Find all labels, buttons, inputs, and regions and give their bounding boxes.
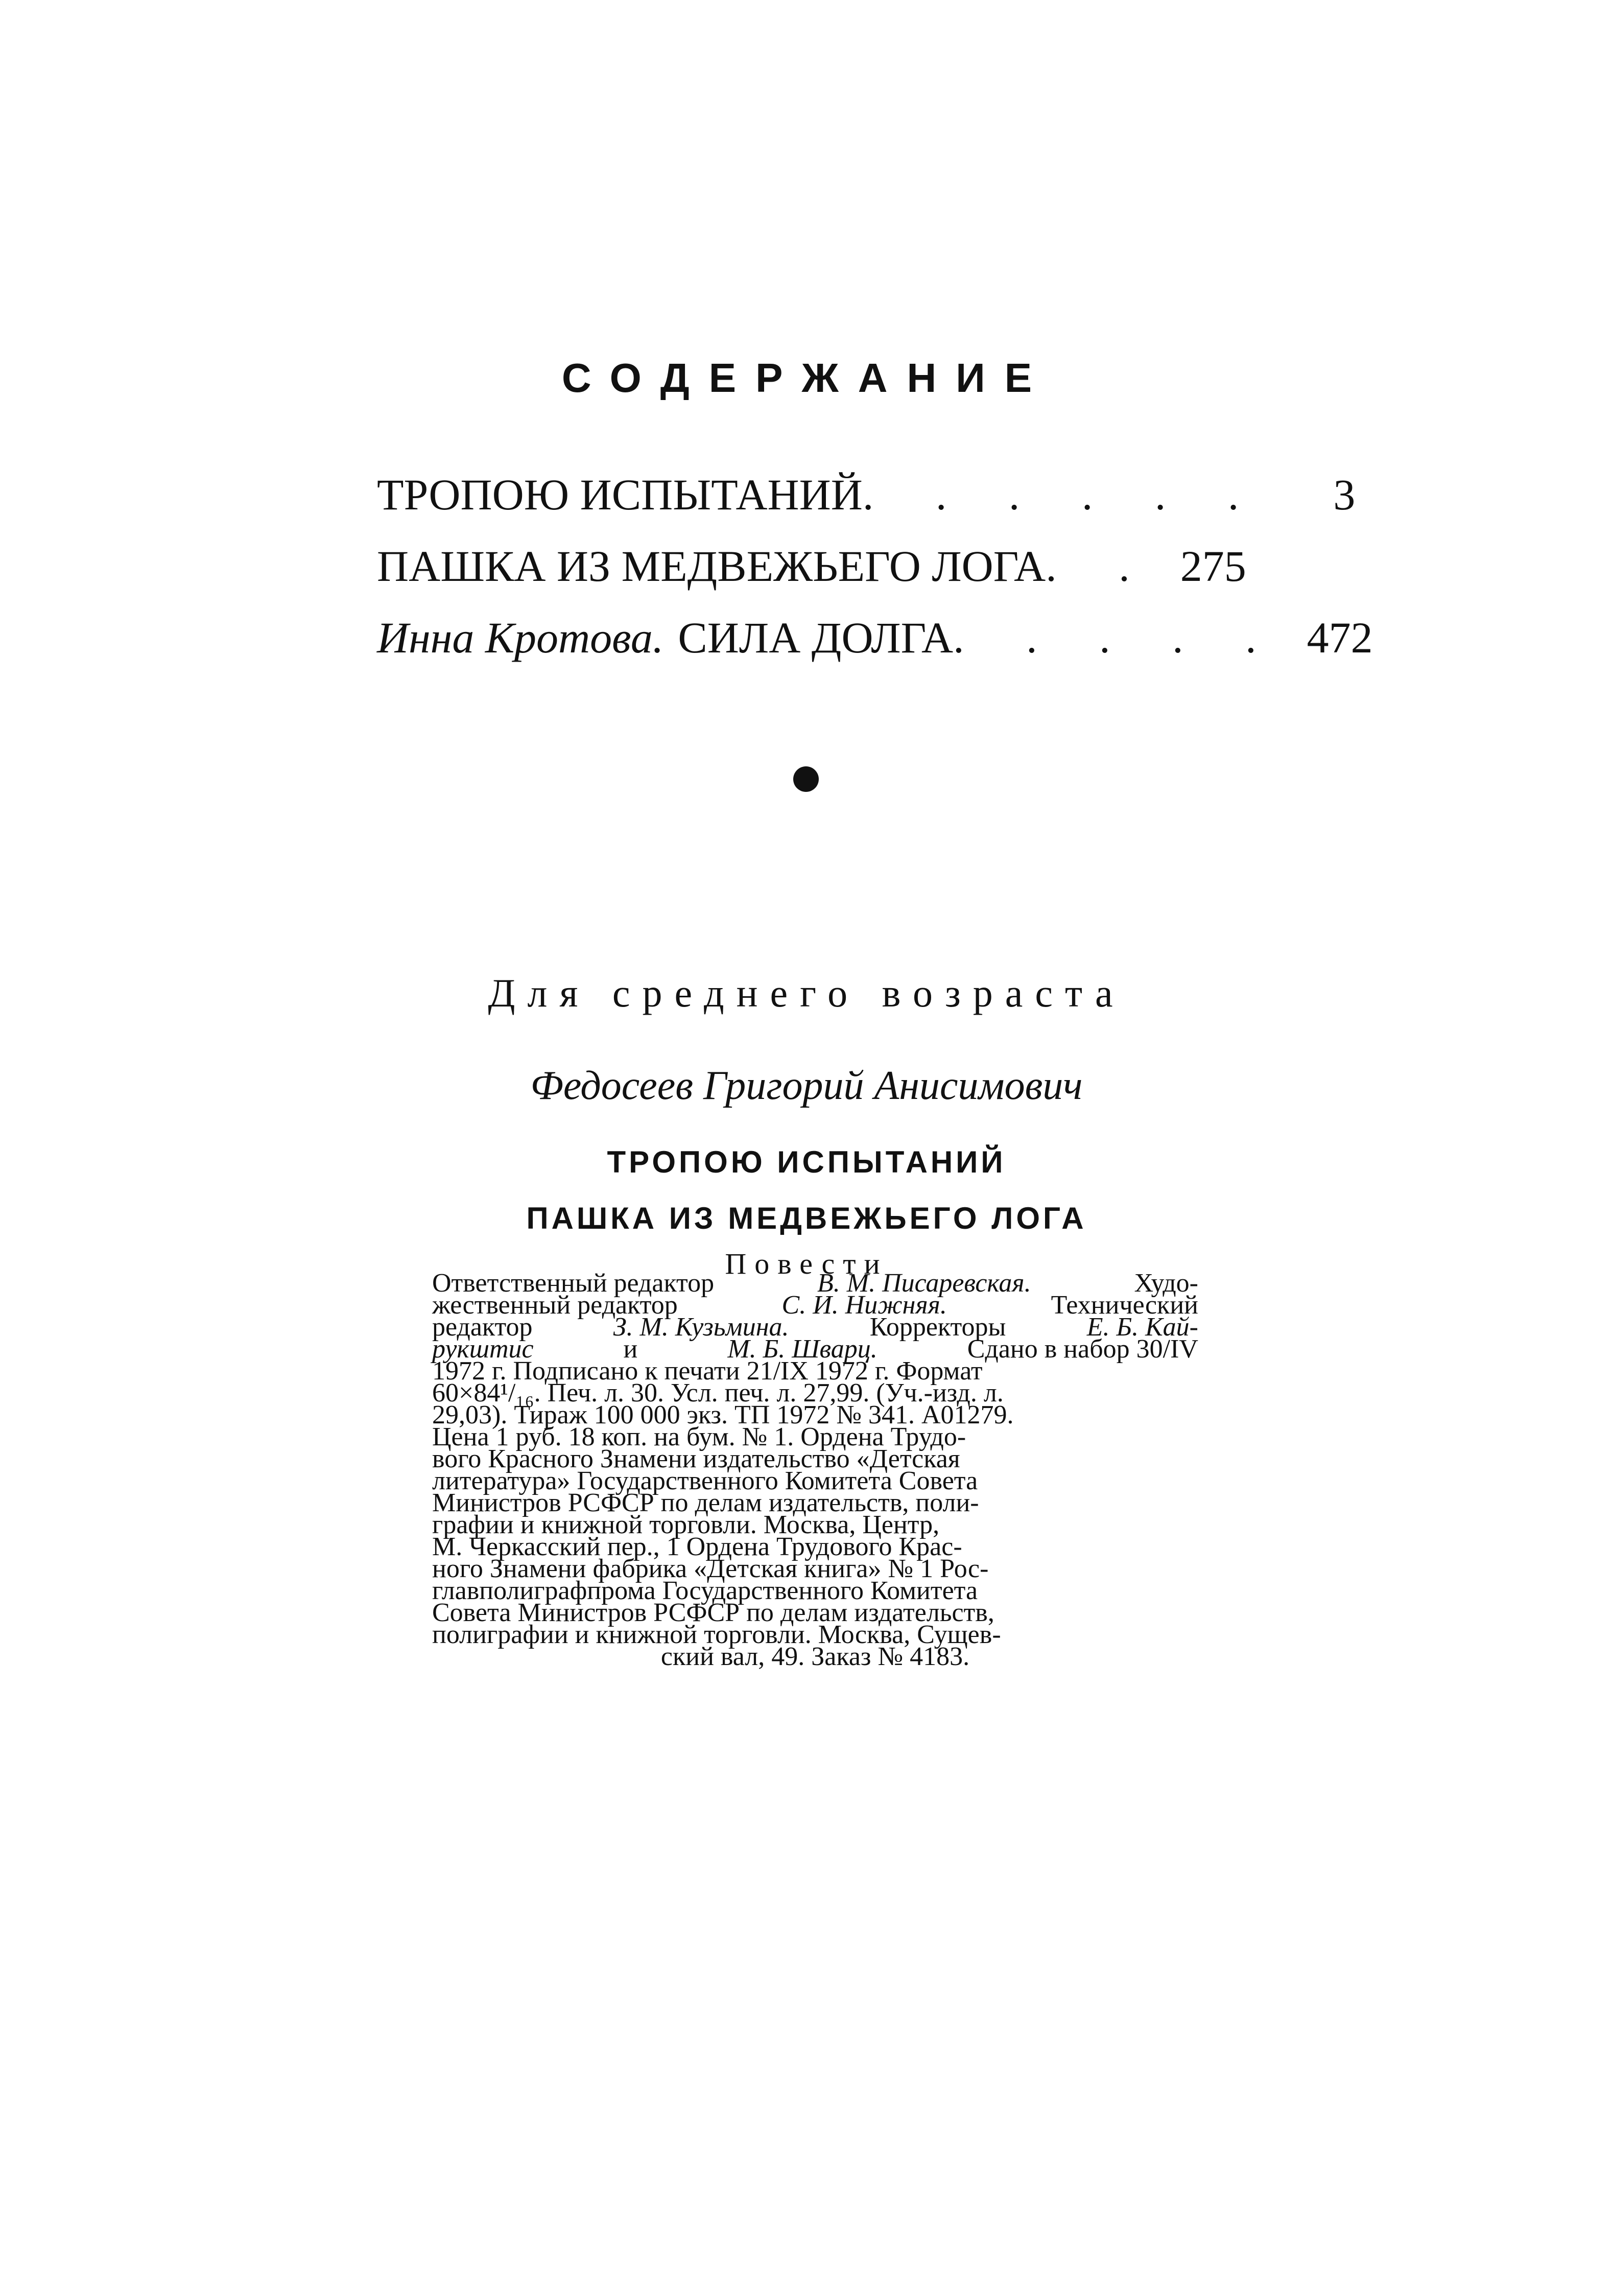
author-name: Федосеев Григорий Анисимович: [530, 1063, 1083, 1108]
imprint-text: Министров РСФСР по делам издательств, поли-: [432, 1488, 979, 1517]
imprint-text: Цена 1 руб. 18 коп. на бум. № 1. Ордена Трудо-: [432, 1422, 966, 1451]
imprint-text: вого Красного Знамени издательство «Детская: [432, 1444, 960, 1473]
table-of-contents: [377, 470, 1373, 687]
imprint-name: С. И. Нижняя.: [781, 1291, 947, 1320]
work-title: ТРОПОЮ ИСПЫТАНИЙ: [607, 1145, 1006, 1179]
imprint-name: Е. Б. Кай-: [1086, 1313, 1198, 1342]
toc-heading: СОДЕРЖАНИЕ: [561, 355, 1052, 401]
toc-entry-title: СИЛА ДОЛГА: [678, 613, 954, 662]
imprint-text: Технический: [1051, 1291, 1198, 1320]
imprint-text: Ответственный редактор: [432, 1269, 715, 1298]
imprint-text: Корректоры: [869, 1313, 1006, 1342]
imprint-name: рукштис: [432, 1334, 534, 1364]
imprint-name: М. Б. Шварц.: [727, 1334, 877, 1364]
work-title: ПАШКА ИЗ МЕДВЕЖЬЕГО ЛОГА: [526, 1201, 1087, 1235]
toc-leader-dots: . . . . .: [953, 613, 1282, 662]
toc-entry[interactable]: [377, 544, 1245, 616]
imprint-text: 1972 г. Подписано к печати 21/IX 1972 г. Формат: [432, 1356, 983, 1386]
imprint-text: главполиграфпрома Государственного Комитета: [432, 1576, 978, 1605]
imprint-block: [432, 1269, 1198, 1671]
imprint-text: ский вал, 49. Заказ № 4183.: [660, 1642, 970, 1671]
toc-entry[interactable]: [377, 470, 1356, 544]
imprint-text: литература» Государственного Комитета Совета: [432, 1466, 978, 1495]
bullet-ornament-icon: [793, 766, 819, 792]
toc-entry[interactable]: [377, 613, 1373, 687]
toc-entry-page: 472: [1307, 613, 1373, 662]
imprint-text: жественный редактор: [432, 1291, 678, 1320]
imprint-text: Худо-: [1134, 1269, 1198, 1298]
imprint-name: В. М. Писаревская.: [817, 1269, 1031, 1298]
imprint-text: полиграфии и книжной торговли. Москва, Сущев-: [432, 1620, 1001, 1649]
genre-label: Повести: [725, 1247, 888, 1280]
toc-leader-dots: . .: [1046, 542, 1155, 591]
imprint-text: ного Знамени фабрика «Детская книга» № 1 Рос-: [432, 1554, 989, 1583]
toc-entry-page: 3: [1333, 470, 1356, 519]
audience-label: Для среднего возраста: [488, 971, 1125, 1015]
toc-entry-author: Инна Кротова.: [377, 613, 664, 662]
toc-entry-title: ТРОПОЮ ИСПЫТАНИЙ: [377, 470, 863, 519]
imprint-text: и: [623, 1334, 638, 1364]
imprint-text: 60×84¹/₁₆. Печ. л. 30. Усл. печ. л. 27,99. (Уч.-изд. л.: [432, 1378, 1004, 1408]
toc-entry-page: 275: [1180, 542, 1246, 591]
imprint-text: 29,03). Тираж 100 000 экз. ТП 1972 № 341. А01279.: [432, 1400, 1014, 1430]
imprint-text: М. Черкасский пер., 1 Ордена Трудового Крас-: [432, 1532, 962, 1561]
imprint-text: Сдано в набор 30/IV: [967, 1334, 1198, 1364]
imprint-text: Совета Министров РСФСР по делам издательств,: [432, 1598, 994, 1627]
imprint-line: [432, 1291, 1198, 1320]
imprint-text: редактор: [432, 1313, 533, 1342]
toc-leader-dots: . . . . . .: [862, 470, 1265, 519]
toc-entry-title: ПАШКА ИЗ МЕДВЕЖЬЕГО ЛОГА: [377, 542, 1046, 591]
imprint-text: графии и книжной торговли. Москва, Центр,: [432, 1510, 940, 1539]
imprint-name: З. М. Кузьмина.: [613, 1313, 789, 1342]
